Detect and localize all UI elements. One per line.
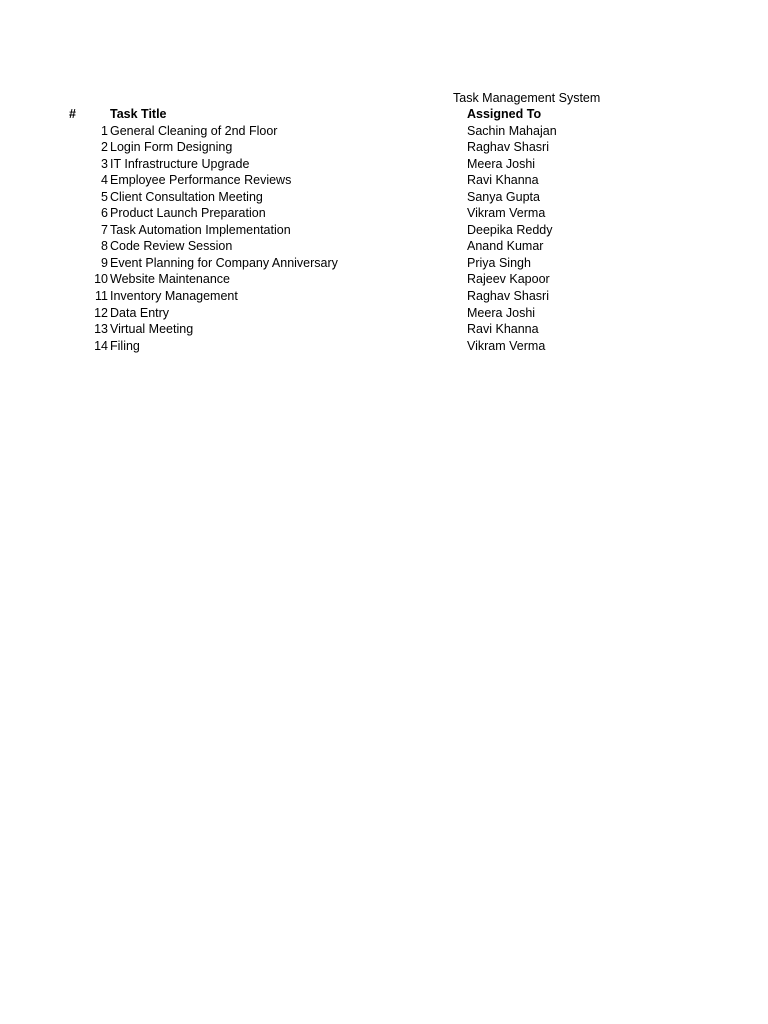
task-table-body bbox=[0, 123, 768, 355]
table-row bbox=[0, 222, 768, 239]
table-row bbox=[0, 238, 768, 255]
document-title: Task Management System bbox=[453, 91, 601, 105]
task-title: Employee Performance Reviews bbox=[110, 173, 292, 188]
task-assignee: Rajeev Kapoor bbox=[467, 272, 550, 287]
task-assignee: Raghav Shasri bbox=[467, 140, 549, 155]
table-row bbox=[0, 205, 768, 222]
task-assignee: Vikram Verma bbox=[467, 338, 546, 353]
task-number: 9 bbox=[101, 255, 108, 270]
header-task-title: Task Title bbox=[110, 107, 167, 121]
task-number: 8 bbox=[101, 239, 108, 254]
table-row bbox=[0, 189, 768, 206]
table-row bbox=[0, 172, 768, 189]
table-row bbox=[0, 338, 768, 355]
table-row bbox=[0, 321, 768, 338]
table-row bbox=[0, 123, 768, 140]
task-title: Event Planning for Company Anniversary bbox=[110, 255, 338, 270]
task-title: Product Launch Preparation bbox=[110, 206, 266, 221]
task-number: 6 bbox=[101, 206, 108, 221]
header-number: # bbox=[69, 107, 76, 121]
table-row bbox=[0, 255, 768, 272]
task-title: Virtual Meeting bbox=[110, 322, 194, 337]
task-title: IT Infrastructure Upgrade bbox=[110, 156, 250, 171]
task-number: 12 bbox=[94, 305, 108, 320]
task-title: Client Consultation Meeting bbox=[110, 189, 263, 204]
task-assignee: Priya Singh bbox=[467, 255, 531, 270]
task-title: Filing bbox=[110, 338, 140, 353]
task-number: 1 bbox=[101, 123, 108, 138]
table-row bbox=[0, 139, 768, 156]
task-number: 14 bbox=[94, 338, 108, 353]
task-assignee: Meera Joshi bbox=[467, 305, 536, 320]
task-number: 7 bbox=[101, 222, 108, 237]
task-assignee: Sanya Gupta bbox=[467, 189, 540, 204]
table-row bbox=[0, 305, 768, 322]
task-title: Code Review Session bbox=[110, 239, 233, 254]
task-title: Inventory Management bbox=[110, 288, 238, 303]
task-number: 11 bbox=[95, 288, 108, 303]
header-assigned-to: Assigned To bbox=[467, 107, 542, 121]
task-number: 5 bbox=[101, 189, 108, 204]
task-number: 2 bbox=[101, 140, 108, 155]
task-assignee: Sachin Mahajan bbox=[467, 123, 557, 138]
task-number: 3 bbox=[101, 156, 108, 171]
task-number: 13 bbox=[94, 322, 108, 337]
task-title: Data Entry bbox=[110, 305, 170, 320]
task-assignee: Anand Kumar bbox=[467, 239, 544, 254]
table-header bbox=[0, 106, 768, 123]
table-row bbox=[0, 288, 768, 305]
task-number: 4 bbox=[101, 173, 108, 188]
table-row bbox=[0, 156, 768, 173]
task-assignee: Ravi Khanna bbox=[467, 173, 539, 188]
task-title: Website Maintenance bbox=[110, 272, 230, 287]
task-assignee: Raghav Shasri bbox=[467, 288, 549, 303]
task-title: Task Automation Implementation bbox=[110, 222, 291, 237]
task-assignee: Ravi Khanna bbox=[467, 322, 539, 337]
task-assignee: Meera Joshi bbox=[467, 156, 536, 171]
task-title: General Cleaning of 2nd Floor bbox=[110, 123, 278, 138]
task-number: 10 bbox=[94, 272, 108, 287]
task-assignee: Vikram Verma bbox=[467, 206, 546, 221]
task-assignee: Deepika Reddy bbox=[467, 222, 553, 237]
task-title: Login Form Designing bbox=[110, 140, 233, 155]
table-row bbox=[0, 271, 768, 288]
